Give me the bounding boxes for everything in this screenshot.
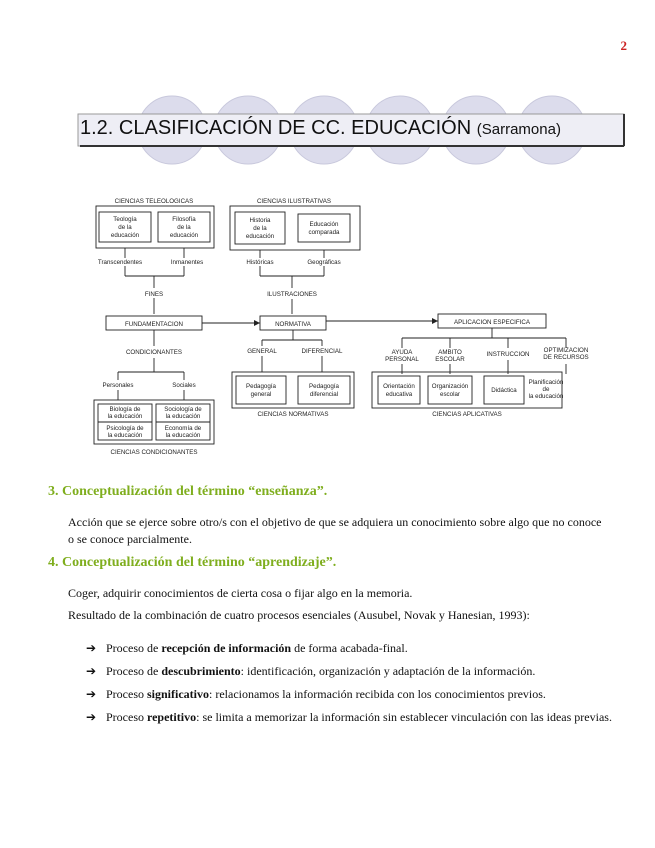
box-didactica: Didáctica	[491, 387, 517, 394]
box-historia: Historia	[249, 217, 271, 224]
svg-text:diferencial: diferencial	[309, 391, 339, 398]
box-educacion-comparada: Educación	[309, 221, 339, 228]
svg-text:la educación: la educación	[107, 413, 143, 420]
svg-text:general: general	[250, 391, 272, 398]
svg-text:de la: de la	[118, 224, 132, 231]
svg-text:la educación: la educación	[165, 432, 201, 439]
label-ciencias-ilustrativas: CIENCIAS ILUSTRATIVAS	[256, 198, 332, 205]
label-ayuda-personal: AYUDA	[391, 349, 413, 356]
box-normativa: NORMATIVA	[275, 321, 311, 328]
label-general: GENERAL	[247, 348, 277, 355]
label-ciencias-normativas: CIENCIAS NORMATIVAS	[257, 411, 329, 418]
classification-diagram	[90, 188, 589, 460]
box-biologia: Biología de	[109, 406, 141, 413]
box-organizacion: Organización	[431, 383, 469, 390]
svg-text:la educación: la educación	[528, 393, 564, 400]
svg-text:de: de	[542, 386, 550, 393]
arrow-icon: ➔	[86, 664, 97, 678]
box-teologia: Teología	[113, 216, 137, 223]
label-ciencias-aplicativas: CIENCIAS APLICATIVAS	[432, 411, 502, 418]
label-sociales: Sociales	[172, 382, 196, 389]
banner-title: 1.2. CLASIFICACIÓN DE CC. EDUCACIÓN (Sarramona)	[80, 117, 561, 139]
label-geograficas: Geográficas	[307, 259, 341, 266]
svg-text:educación: educación	[169, 232, 199, 239]
label-ambito-escolar: AMBITO	[438, 349, 462, 356]
box-pedagogia-general: Pedagogía	[246, 383, 276, 390]
list-item: ➔ Proceso repetitivo: se limita a memorizar la información sin establecer vinculación con las ideas previas.	[86, 710, 612, 724]
label-transcendentes: Transcendentes	[97, 259, 143, 266]
svg-text:comparada: comparada	[308, 229, 340, 236]
svg-text:educativa: educativa	[385, 391, 413, 398]
box-sociologia: Sociología de	[164, 406, 202, 413]
label-diferencial: DIFERENCIAL	[301, 348, 343, 355]
label-fines: FINES	[144, 291, 164, 298]
section-4-text-2: Resultado de la combinación de cuatro procesos esenciales (Ausubel, Novak y Hanesian, 1993):	[68, 608, 530, 622]
label-personales: Personales	[102, 382, 134, 389]
list-item: ➔ Proceso de descubrimiento: identificación, organización y adaptación de la información.	[86, 664, 536, 678]
label-ciencias-teleologicas: CIENCIAS TELEOLOGICAS	[114, 198, 194, 205]
svg-text:la educación: la educación	[107, 432, 143, 439]
box-psicologia: Psicología de	[106, 425, 144, 432]
section-3-heading: 3. Conceptualización del término “enseñanza”.	[48, 484, 328, 499]
label-ciencias-condicionantes: CIENCIAS CONDICIONANTES	[110, 449, 198, 456]
arrow-icon: ➔	[86, 710, 97, 724]
section-3-text: Acción que se ejerce sobre otro/s con el objetivo de que se adquiera un conocimiento sobre algo que no conoce o se conoce parcialmente.	[68, 515, 602, 546]
box-pedagogia-diferencial: Pedagogía	[309, 383, 339, 390]
page-number: 2	[620, 38, 627, 53]
section-4-text-1: Coger, adquirir conocimientos de cierta cosa o fijar algo en la memoria.	[68, 586, 413, 600]
label-inmanentes: Inmanentes	[170, 259, 204, 266]
box-orientacion: Orientación	[383, 383, 415, 390]
svg-text:ESCOLAR: ESCOLAR	[435, 356, 465, 363]
box-fundamentacion: FUNDAMENTACION	[125, 321, 183, 328]
label-historicas: Históricas	[246, 259, 274, 266]
list-item: ➔ Proceso de recepción de información de forma acabada-final.	[86, 641, 408, 655]
svg-text:DE RECURSOS: DE RECURSOS	[543, 354, 589, 361]
svg-text:de la: de la	[177, 224, 191, 231]
box-planificacion: Planificación	[528, 379, 564, 386]
svg-text:de la: de la	[253, 225, 267, 232]
svg-text:la educación: la educación	[165, 413, 201, 420]
box-aplicacion: APLICACION ESPECIFICA	[454, 319, 530, 326]
arrow-icon: ➔	[86, 687, 97, 701]
label-condicionantes: CONDICIONANTES	[125, 349, 183, 356]
label-ilustraciones: ILUSTRACIONES	[267, 291, 317, 298]
section-4-heading: 4. Conceptualización del término “aprendizaje”.	[48, 555, 337, 570]
svg-text:escolar: escolar	[440, 391, 460, 398]
box-economia: Economía de	[164, 425, 202, 432]
svg-text:PERSONAL: PERSONAL	[385, 356, 419, 363]
label-instruccion: INSTRUCCION	[486, 351, 530, 358]
svg-text:educación: educación	[110, 232, 140, 239]
process-list	[86, 640, 626, 732]
box-filosofia: Filosofía	[172, 216, 196, 223]
arrow-icon: ➔	[86, 641, 97, 655]
list-item: ➔ Proceso significativo: relacionamos la información recibida con los conocimientos previos.	[86, 687, 546, 701]
label-optimizacion: OPTIMIZACION	[543, 347, 589, 354]
svg-text:educación: educación	[245, 233, 275, 240]
